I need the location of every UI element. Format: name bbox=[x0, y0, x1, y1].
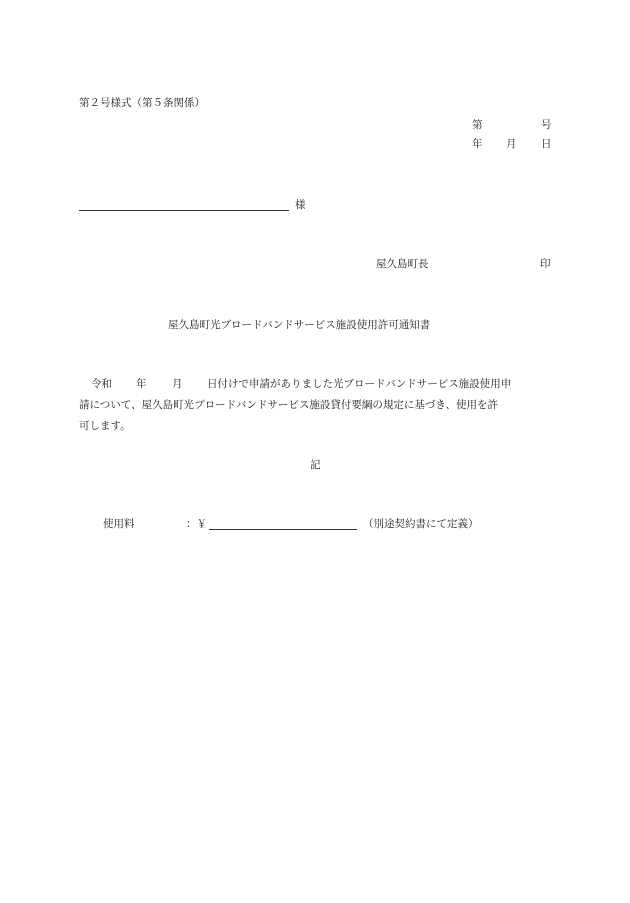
body-month-label: 月 bbox=[172, 378, 183, 390]
date-year-label: 年 bbox=[472, 138, 483, 150]
fee-note: （別途契約書にて定義） bbox=[363, 518, 479, 530]
body-line-2: 請について、屋久島町光ブロードバンドサービス施設貸付要綱の規定に基づき、使用を許 bbox=[79, 399, 498, 411]
seal-mark: 印 bbox=[540, 258, 551, 270]
body-line-1-text: 日付けで申請がありました光ブロードバンドサービス施設使用申 bbox=[207, 378, 512, 390]
body-line-3: 可します。 bbox=[79, 420, 131, 432]
addressee-honorific: 様 bbox=[295, 199, 306, 211]
issuer-title: 屋久島町長 bbox=[376, 258, 429, 270]
document-number-prefix: 第 bbox=[472, 119, 483, 131]
record-heading: 記 bbox=[310, 459, 321, 471]
body-era: 令和 bbox=[91, 378, 112, 390]
fee-yen-symbol: ：￥ bbox=[186, 518, 207, 530]
fee-label: 使用料 bbox=[103, 518, 135, 530]
date-day-label: 日 bbox=[541, 138, 552, 150]
date-month-label: 月 bbox=[506, 138, 517, 150]
addressee-name-line bbox=[79, 210, 289, 211]
body-year-label: 年 bbox=[136, 378, 147, 390]
document-number-suffix: 号 bbox=[541, 119, 552, 131]
form-number-label: 第２号様式（第５条関係） bbox=[79, 97, 205, 109]
fee-amount-line bbox=[209, 529, 357, 530]
document-title: 屋久島町光ブロードバンドサービス施設使用許可通知書 bbox=[168, 319, 431, 331]
